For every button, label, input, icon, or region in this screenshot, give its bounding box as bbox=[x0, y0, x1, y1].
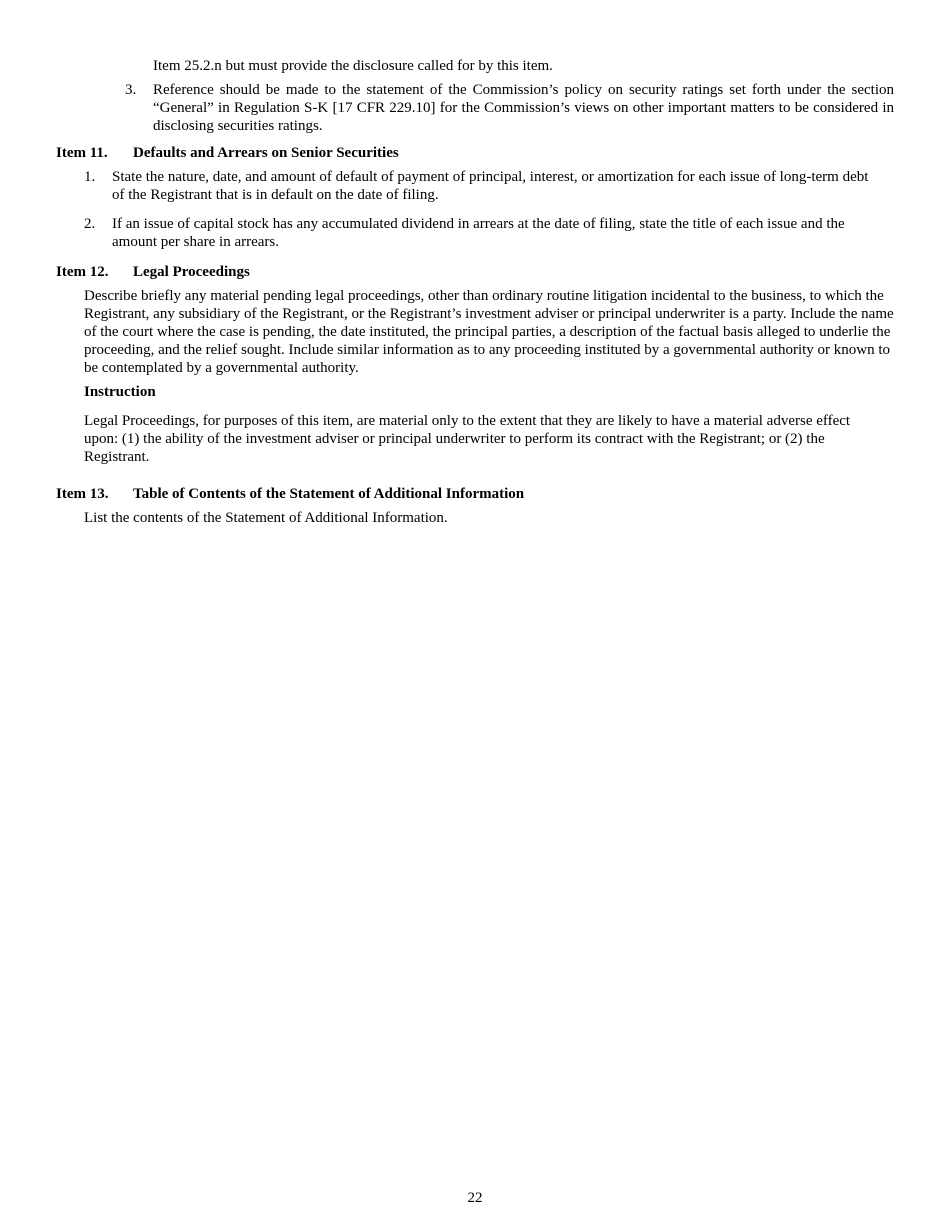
list-text: Reference should be made to the statement of the Commission’s policy on security ratings set forth under the section “General” in Regulation S-K [17 CFR 229.10] for the Commission’s views on other important matters to be considered in disclosing securities ratings. bbox=[153, 82, 894, 134]
list-text: State the nature, date, and amount of default of payment of principal, interest, or amortization for each issue of long-term debt of the Registrant that is in default on the date of filing. bbox=[112, 169, 869, 203]
list-item-2 bbox=[84, 215, 874, 251]
item-11-heading bbox=[56, 144, 399, 162]
page-number: 22 bbox=[467, 1190, 483, 1206]
item-13-body: List the contents of the Statement of Additional Information. bbox=[84, 510, 448, 526]
list-number: 3. bbox=[125, 82, 137, 98]
item-title: Defaults and Arrears on Senior Securities bbox=[133, 145, 399, 161]
item-number: Item 12. bbox=[56, 264, 109, 280]
item-number: Item 13. bbox=[56, 486, 109, 502]
list-number: 2. bbox=[84, 216, 96, 232]
item-12-heading bbox=[56, 263, 250, 281]
instruction-heading: Instruction bbox=[84, 384, 156, 400]
list-item-3 bbox=[125, 81, 894, 135]
item-title: Table of Contents of the Statement of Additional Information bbox=[133, 486, 525, 502]
item-13-heading bbox=[56, 485, 524, 503]
list-item-1 bbox=[84, 168, 874, 204]
list-number: 1. bbox=[84, 169, 96, 185]
continuation-line: Item 25.2.n but must provide the disclosure called for by this item. bbox=[153, 58, 553, 74]
item-title: Legal Proceedings bbox=[133, 264, 250, 280]
item-number: Item 11. bbox=[56, 145, 108, 161]
item-12-body: Describe briefly any material pending legal proceedings, other than ordinary routine litigation incidental to the business, to which the Registrant, any subsidiary of the Registrant, or the Registrant’s investment adviser or principal underwriter is a party. Include the name of the court where the case is pending, the date instituted, the principal parties, a description of the factual basis alleged to underlie the proceeding, and the relief sought. Include similar information as to any proceeding instituted by a governmental authority or known to be contemplated by a governmental authority. bbox=[84, 288, 894, 376]
list-text: If an issue of capital stock has any accumulated dividend in arrears at the date of filing, state the title of each issue and the amount per share in arrears. bbox=[112, 216, 845, 250]
instruction-body: Legal Proceedings, for purposes of this item, are material only to the extent that they are likely to have a material adverse effect upon: (1) the ability of the investment adviser or principal underwriter to perform its contract with the Registrant; or (2) the Registrant. bbox=[84, 413, 851, 465]
